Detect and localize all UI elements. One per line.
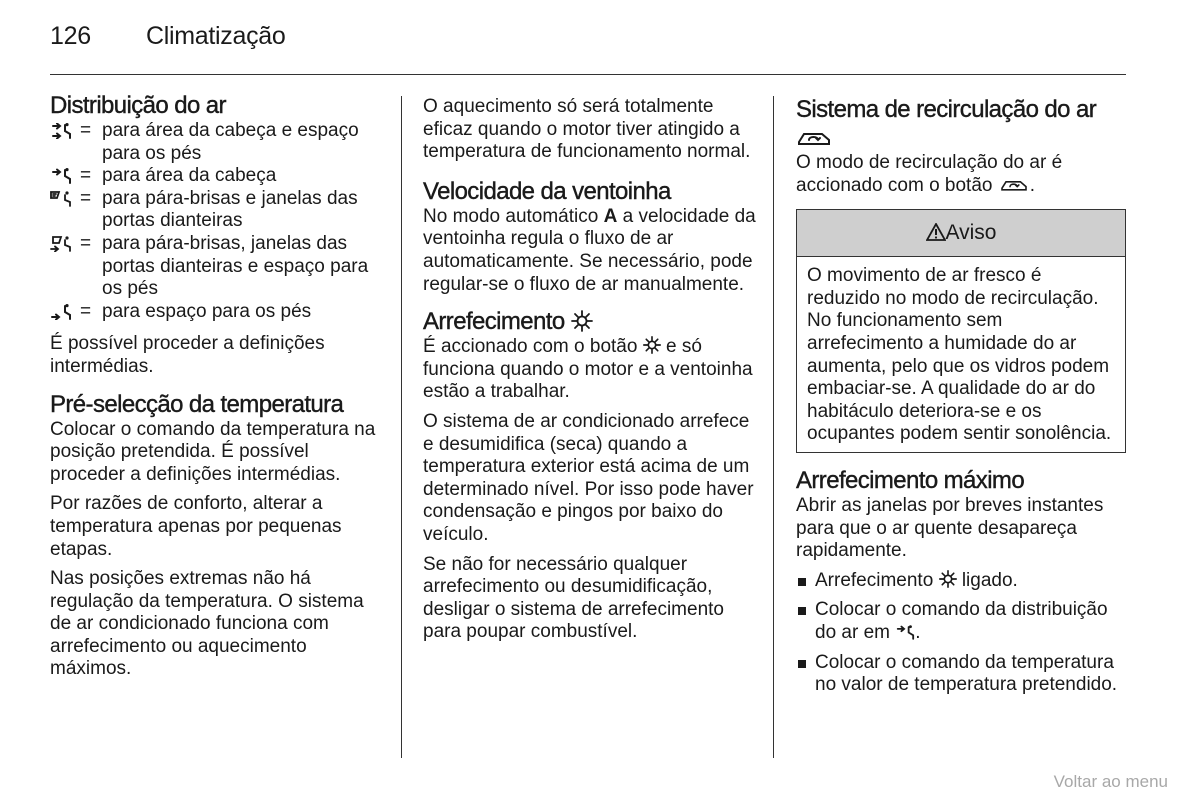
paragraph: Por razões de conforto, alterar a temperatura apenas por pequenas etapas. bbox=[50, 493, 342, 560]
section-title-cooling: Arrefecimento bbox=[423, 308, 758, 336]
warning-title: Aviso bbox=[945, 221, 997, 245]
warning-triangle-icon bbox=[926, 223, 946, 241]
paragraph: É possível proceder a definições intermédias. bbox=[50, 333, 325, 377]
warning-box bbox=[796, 209, 1126, 453]
snowflake-icon bbox=[939, 570, 957, 588]
chapter-title: Climatização bbox=[146, 22, 286, 50]
windscreen-and-feet-airflow-icon bbox=[50, 236, 72, 252]
section-title-air-distribution: Distribuição do ar bbox=[50, 92, 226, 119]
list-item: Colocar o comando da distribuição do ar em . bbox=[796, 599, 1126, 644]
section-title-temperature: Pré-selecção da temperatura bbox=[50, 390, 344, 418]
head-and-feet-airflow-icon bbox=[50, 123, 72, 139]
paragraph: O sistema de ar condicionado arrefece e desumidifica (seca) quando a temperatura exterior está acima de um determinado nível. Por isso pode haver condensação e pingos por baixo do veículo. bbox=[423, 410, 754, 545]
list-item: = para espaço para os pés bbox=[50, 301, 385, 324]
column-1 bbox=[50, 92, 385, 688]
list-item: Arrefecimento ligado. bbox=[796, 570, 1126, 593]
paragraph: Nas posições extremas não há regulação da temperatura. O sistema de ar condicionado funciona com arrefecimento ou aquecimento máximos. bbox=[50, 568, 364, 680]
snowflake-icon bbox=[643, 336, 661, 354]
paragraph: Se não for necessário qualquer arrefecimento ou desumidificação, desligar o sistema de arrefecimento para poupar combustível. bbox=[423, 553, 724, 643]
max-cooling-steps bbox=[796, 570, 1126, 697]
list-item: = para pára-brisas, janelas das portas dianteiras e espaço para os pés bbox=[50, 233, 385, 301]
column-divider-2 bbox=[773, 96, 774, 758]
paragraph: Colocar o comando da temperatura na posição pretendida. É possível proceder a definições intermédias. bbox=[50, 418, 376, 485]
section-title-max-cooling: Arrefecimento máximo bbox=[796, 466, 1025, 494]
paragraph: É accionado com o botão e só funciona quando o motor e a ventoinha estão a trabalhar. bbox=[423, 336, 753, 403]
snowflake-icon bbox=[571, 310, 593, 332]
back-to-menu-link[interactable]: Voltar ao menu bbox=[1053, 772, 1168, 791]
page-number: 126 bbox=[50, 22, 91, 50]
column-divider-1 bbox=[401, 96, 402, 758]
list-item: = para área da cabeça e espaço para os pés bbox=[50, 120, 385, 165]
section-title-fan-speed: Velocidade da ventoinha bbox=[423, 177, 671, 205]
list-item: = para pára-brisas e janelas das portas dianteiras bbox=[50, 188, 385, 233]
paragraph: O modo de recirculação do ar é accionado com o botão . bbox=[796, 152, 1063, 196]
list-item: Colocar o comando da temperatura no valor de temperatura pretendido. bbox=[796, 652, 1126, 697]
paragraph: O aquecimento só será totalmente eficaz quando o motor tiver atingido a temperatura de funcionamento normal. bbox=[423, 96, 751, 163]
head-airflow-icon bbox=[50, 168, 72, 184]
column-2 bbox=[423, 92, 758, 651]
paragraph: Abrir as janelas por breves instantes para que o ar quente desapareça rapidamente. bbox=[796, 494, 1104, 562]
column-3 bbox=[796, 92, 1126, 704]
head-airflow-icon bbox=[895, 625, 915, 640]
paragraph: No modo automático A a velocidade da ventoinha regula o fluxo de ar automaticamente. Se necessário, pode regular-se o fluxo de ar manualmente. bbox=[423, 205, 756, 295]
warning-body: O movimento de ar fresco é reduzido no modo de recirculação. No funcionamento sem arrefecimento a humidade do ar aumenta, pelo que os vidros podem embaciar-se. A qualidade do ar do habitáculo deteriora-se e os ocupantes podem sentir sonolência. bbox=[807, 265, 1112, 445]
page-header bbox=[50, 22, 286, 51]
feet-airflow-icon bbox=[50, 304, 72, 320]
header-rule bbox=[50, 74, 1126, 75]
recirculation-icon bbox=[998, 177, 1030, 193]
list-item: = para área da cabeça bbox=[50, 165, 385, 188]
air-distribution-list bbox=[50, 120, 385, 323]
section-title-recirculation: Sistema de recirculação do ar bbox=[796, 96, 1126, 152]
windscreen-airflow-icon bbox=[50, 191, 72, 207]
recirculation-icon bbox=[796, 128, 832, 148]
auto-mode-symbol: A bbox=[603, 205, 618, 227]
warning-header bbox=[797, 210, 1125, 257]
